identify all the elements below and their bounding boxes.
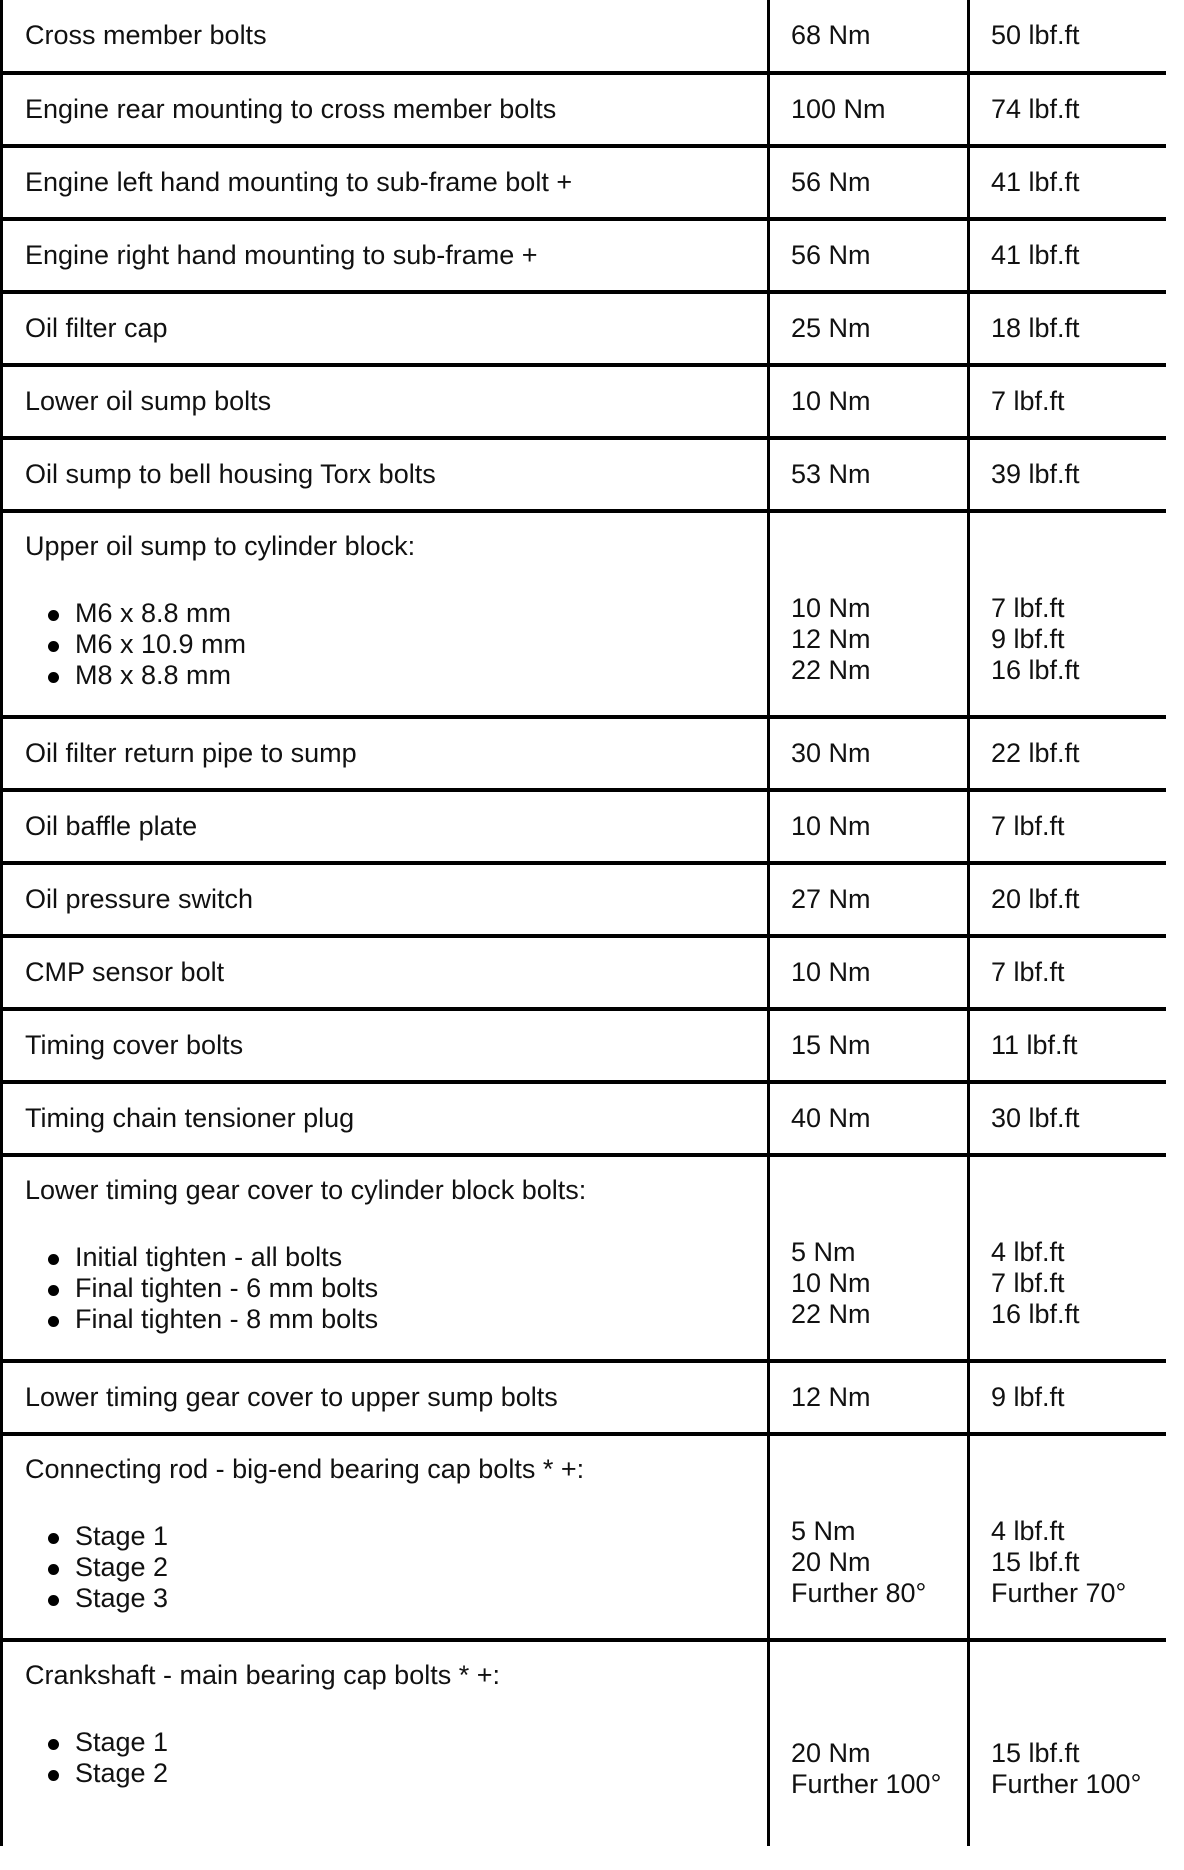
torque-lbfft-cell: 20 lbf.ft <box>969 863 1166 936</box>
component-heading: Upper oil sump to cylinder block: <box>25 531 416 561</box>
component-cell: Timing chain tensioner plug <box>2 1082 769 1155</box>
table-row <box>2 1082 1166 1155</box>
component-cell <box>2 511 769 717</box>
sub-item-label: M8 x 8.8 mm <box>75 660 232 690</box>
torque-lbfft-cell: 7 lbf.ft <box>969 936 1166 1009</box>
sub-item <box>75 1242 767 1273</box>
torque-nm-value: 10 Nm <box>791 1267 871 1298</box>
torque-lbfft-cell: 7 lbf.ft <box>969 365 1166 438</box>
sub-item <box>75 1727 767 1758</box>
sub-item-label: M6 x 8.8 mm <box>75 598 232 628</box>
torque-lbfft-cell <box>969 511 1166 717</box>
bullet-icon <box>48 1316 59 1327</box>
torque-nm-value: 22 Nm <box>791 1298 871 1329</box>
sub-item-label: Final tighten - 8 mm bolts <box>75 1304 379 1334</box>
table-row <box>2 365 1166 438</box>
torque-lbfft-cell: 41 lbf.ft <box>969 219 1166 292</box>
table-row <box>2 438 1166 511</box>
bullet-icon <box>48 1595 59 1606</box>
table-row <box>2 717 1166 790</box>
value-stack <box>791 1516 967 1609</box>
bullet-icon <box>48 1533 59 1544</box>
torque-lbfft-cell <box>969 1155 1166 1361</box>
sub-item-list <box>25 1727 767 1789</box>
value-stack <box>991 1516 1166 1609</box>
sub-item <box>75 629 767 660</box>
component-cell: Oil pressure switch <box>2 863 769 936</box>
component-cell: Lower oil sump bolts <box>2 365 769 438</box>
value-stack <box>791 593 967 686</box>
torque-nm-cell: 40 Nm <box>769 1082 969 1155</box>
torque-nm-value: 5 Nm <box>791 1236 856 1267</box>
sub-item-list <box>25 598 767 691</box>
bullet-icon <box>48 641 59 652</box>
torque-lbfft-cell: 18 lbf.ft <box>969 292 1166 365</box>
torque-nm-cell: 10 Nm <box>769 936 969 1009</box>
torque-lbfft-value: 16 lbf.ft <box>991 1298 1080 1329</box>
table-row-multi <box>2 1640 1166 1846</box>
torque-nm-cell: 56 Nm <box>769 146 969 219</box>
torque-nm-value: 20 Nm <box>791 1738 871 1768</box>
torque-lbfft-value: 4 lbf.ft <box>991 1236 1065 1267</box>
torque-nm-cell: 30 Nm <box>769 717 969 790</box>
table-row-multi <box>2 1155 1166 1361</box>
component-heading: Lower timing gear cover to cylinder block bolts: <box>25 1175 587 1205</box>
torque-lbfft-cell: 50 lbf.ft <box>969 0 1166 73</box>
value-stack <box>991 593 1166 686</box>
torque-lbfft-value: 9 lbf.ft <box>991 623 1065 654</box>
component-cell: Engine left hand mounting to sub-frame bolt + <box>2 146 769 219</box>
torque-table-body <box>2 0 1166 1846</box>
table-row-multi <box>2 511 1166 717</box>
torque-lbfft-value: Further 100° <box>991 1769 1142 1799</box>
bullet-icon <box>48 1770 59 1781</box>
sub-item <box>75 598 767 629</box>
torque-lbfft-cell: 30 lbf.ft <box>969 1082 1166 1155</box>
sub-item <box>75 1273 767 1304</box>
torque-lbfft-value: 7 lbf.ft <box>991 592 1065 623</box>
component-cell: Oil sump to bell housing Torx bolts <box>2 438 769 511</box>
bullet-icon <box>48 1254 59 1265</box>
torque-nm-value: Further 80° <box>791 1577 927 1608</box>
torque-nm-value: Further 100° <box>791 1769 942 1799</box>
component-cell: Oil baffle plate <box>2 790 769 863</box>
torque-lbfft-cell: 22 lbf.ft <box>969 717 1166 790</box>
component-cell <box>2 1434 769 1640</box>
table-row <box>2 863 1166 936</box>
sub-item <box>75 1583 767 1614</box>
sub-item-label: Stage 1 <box>75 1727 169 1757</box>
torque-lbfft-value: 16 lbf.ft <box>991 654 1080 685</box>
component-cell: Oil filter return pipe to sump <box>2 717 769 790</box>
torque-lbfft-cell: 39 lbf.ft <box>969 438 1166 511</box>
table-row <box>2 219 1166 292</box>
table-row <box>2 1361 1166 1434</box>
component-cell: CMP sensor bolt <box>2 936 769 1009</box>
component-cell <box>2 1155 769 1361</box>
component-cell: Timing cover bolts <box>2 1009 769 1082</box>
torque-nm-cell: 53 Nm <box>769 438 969 511</box>
value-stack <box>991 1237 1166 1330</box>
torque-lbfft-cell <box>969 1434 1166 1640</box>
torque-nm-value: 20 Nm <box>791 1546 871 1577</box>
table-row <box>2 73 1166 146</box>
torque-lbfft-cell <box>969 1640 1166 1846</box>
torque-nm-cell: 25 Nm <box>769 292 969 365</box>
torque-lbfft-cell: 41 lbf.ft <box>969 146 1166 219</box>
component-cell: Oil filter cap <box>2 292 769 365</box>
torque-nm-cell <box>769 511 969 717</box>
torque-lbfft-cell: 11 lbf.ft <box>969 1009 1166 1082</box>
torque-nm-cell: 12 Nm <box>769 1361 969 1434</box>
torque-nm-cell <box>769 1434 969 1640</box>
sub-item-label: Stage 1 <box>75 1521 169 1551</box>
bullet-icon <box>48 672 59 683</box>
sub-item <box>75 1552 767 1583</box>
torque-lbfft-value: 15 lbf.ft <box>991 1546 1080 1577</box>
value-stack <box>991 1738 1166 1800</box>
sub-item-label: Stage 2 <box>75 1758 169 1788</box>
torque-nm-cell <box>769 1640 969 1846</box>
sub-item-label: Stage 2 <box>75 1552 169 1582</box>
value-stack <box>791 1738 967 1800</box>
torque-nm-cell: 10 Nm <box>769 365 969 438</box>
table-row <box>2 0 1166 73</box>
table-row <box>2 292 1166 365</box>
torque-nm-value: 12 Nm <box>791 623 871 654</box>
bullet-icon <box>48 1739 59 1750</box>
torque-lbfft-cell: 7 lbf.ft <box>969 790 1166 863</box>
value-stack <box>791 1237 967 1330</box>
sub-item-list <box>25 1242 767 1335</box>
torque-nm-cell: 68 Nm <box>769 0 969 73</box>
torque-nm-cell: 27 Nm <box>769 863 969 936</box>
sub-item-label: Final tighten - 6 mm bolts <box>75 1273 379 1303</box>
torque-lbfft-value: Further 70° <box>991 1577 1127 1608</box>
component-cell <box>2 1640 769 1846</box>
sub-item <box>75 660 767 691</box>
sub-item <box>75 1758 767 1789</box>
torque-lbfft-cell: 74 lbf.ft <box>969 73 1166 146</box>
torque-nm-cell: 15 Nm <box>769 1009 969 1082</box>
component-cell: Cross member bolts <box>2 0 769 73</box>
component-cell: Lower timing gear cover to upper sump bolts <box>2 1361 769 1434</box>
bullet-icon <box>48 610 59 621</box>
torque-nm-cell <box>769 1155 969 1361</box>
table-row <box>2 146 1166 219</box>
torque-nm-cell: 10 Nm <box>769 790 969 863</box>
torque-lbfft-value: 15 lbf.ft <box>991 1738 1080 1768</box>
component-cell: Engine rear mounting to cross member bolts <box>2 73 769 146</box>
sub-item-label: Stage 3 <box>75 1583 169 1613</box>
table-row <box>2 936 1166 1009</box>
component-heading: Connecting rod - big-end bearing cap bolts * +: <box>25 1454 585 1484</box>
torque-lbfft-cell: 9 lbf.ft <box>969 1361 1166 1434</box>
torque-nm-cell: 100 Nm <box>769 73 969 146</box>
table-row <box>2 1009 1166 1082</box>
torque-lbfft-value: 4 lbf.ft <box>991 1515 1065 1546</box>
torque-lbfft-value: 7 lbf.ft <box>991 1267 1065 1298</box>
component-cell: Engine right hand mounting to sub-frame + <box>2 219 769 292</box>
table-row <box>2 790 1166 863</box>
sub-item <box>75 1304 767 1335</box>
sub-item-label: Initial tighten - all bolts <box>75 1242 343 1272</box>
table-row-multi <box>2 1434 1166 1640</box>
torque-nm-value: 22 Nm <box>791 654 871 685</box>
sub-item <box>75 1521 767 1552</box>
bullet-icon <box>48 1564 59 1575</box>
torque-nm-value: 5 Nm <box>791 1515 856 1546</box>
sub-item-list <box>25 1521 767 1614</box>
component-heading: Crankshaft - main bearing cap bolts * +: <box>25 1660 500 1690</box>
bullet-icon <box>48 1285 59 1296</box>
sub-item-label: M6 x 10.9 mm <box>75 629 247 659</box>
torque-nm-value: 10 Nm <box>791 592 871 623</box>
torque-nm-cell: 56 Nm <box>769 219 969 292</box>
